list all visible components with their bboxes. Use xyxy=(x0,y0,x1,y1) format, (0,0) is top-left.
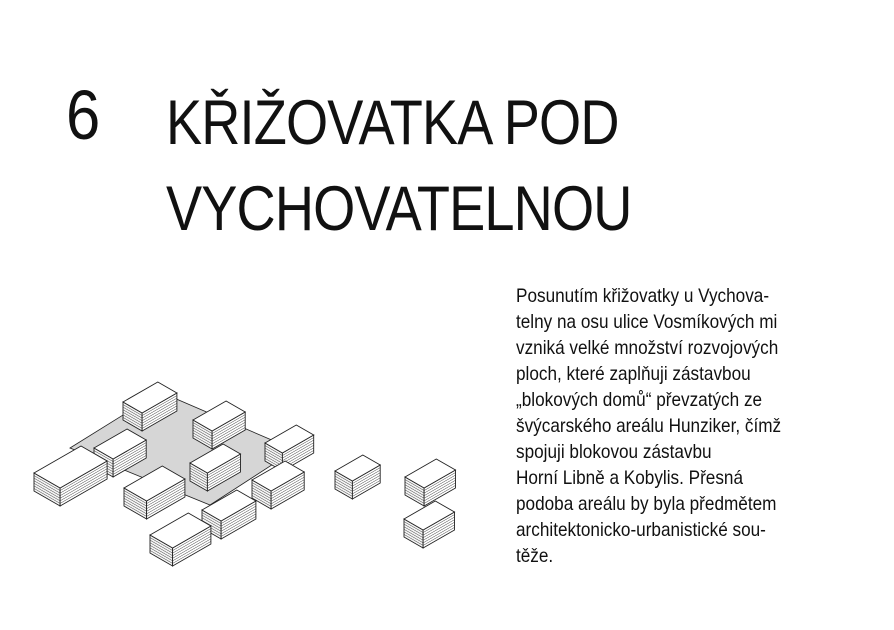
description-line: švýcarského areálu Hunziker, čímž xyxy=(516,415,782,437)
description-line: podoba areálu by byla předmětem xyxy=(516,493,777,515)
building-block xyxy=(335,455,380,499)
section-number: 6 xyxy=(66,76,99,154)
description-line: architektonicko-urbanistické sou- xyxy=(516,519,766,541)
description-line: „blokových domů“ převzatých ze xyxy=(516,389,763,411)
title-line: KŘIŽOVATKA POD xyxy=(166,88,619,158)
building-block xyxy=(34,446,107,506)
description-line: ploch, které zaplňuji zástavbou xyxy=(516,363,751,385)
description-line: spojuji blokovou zástavbu xyxy=(516,441,712,463)
building-block xyxy=(405,459,456,506)
building-block xyxy=(404,501,455,548)
axonometric-block-diagram xyxy=(30,370,480,580)
page-title xyxy=(166,80,631,252)
description-line: Posunutím křižovatky u Vychova- xyxy=(516,285,770,307)
description-line: Horní Libně a Kobylis. Přesná xyxy=(516,467,744,489)
description-line: vzniká velké množství rozvojových xyxy=(516,337,779,359)
description-line: těže. xyxy=(516,545,554,567)
description-text xyxy=(516,283,833,569)
title-line: VYCHOVATELNOU xyxy=(166,174,632,244)
building-block xyxy=(150,513,211,566)
description-line: telny na osu ulice Vosmíkových mi xyxy=(516,311,778,333)
